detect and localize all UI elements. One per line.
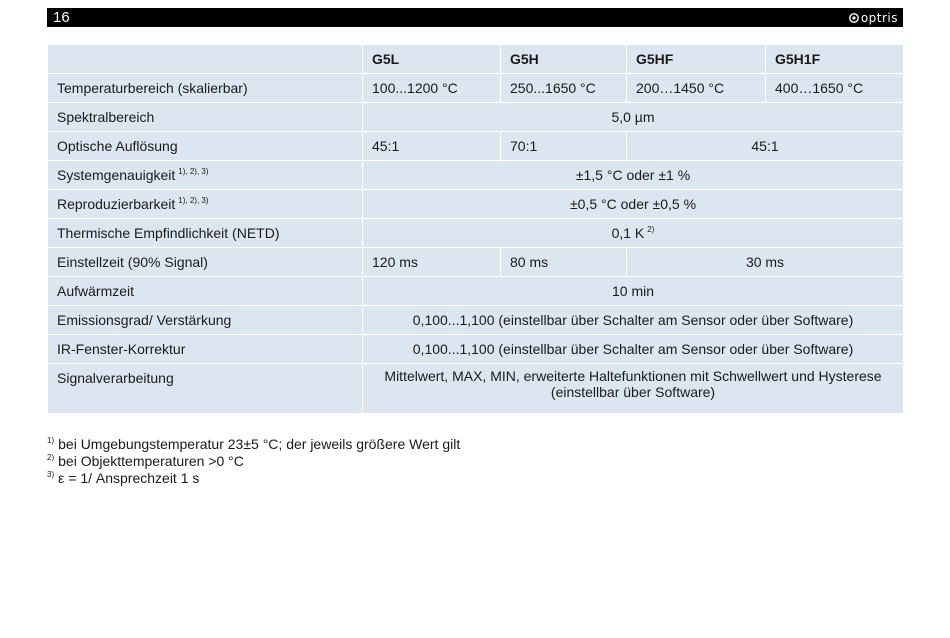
table-cell: 10 min [363, 277, 904, 306]
footnote-text: bei Objekttemperaturen >0 °C [58, 453, 244, 469]
footnote-text: ε = 1/ Ansprechzeit 1 s [58, 470, 200, 486]
row-label: Signalverarbeitung [48, 364, 363, 414]
table-row [48, 161, 904, 190]
table-row [48, 74, 904, 103]
table-row [48, 306, 904, 335]
row-label: Aufwärmzeit [48, 277, 363, 306]
optris-logo-icon [849, 13, 859, 23]
table-cell: 120 ms [363, 248, 501, 277]
table-cell: 45:1 [363, 132, 501, 161]
table-row [48, 277, 904, 306]
footnotes [47, 436, 460, 487]
table-row [48, 132, 904, 161]
footnote-reference: 2) [647, 225, 655, 234]
table-cell: 400…1650 °C [766, 74, 904, 103]
table-cell-with-reference [363, 219, 904, 248]
table-row [48, 103, 904, 132]
header-cell-g5h1f: G5H1F [766, 45, 904, 74]
footnote-item [47, 470, 460, 487]
table-row [48, 335, 904, 364]
page-number: 16 [53, 9, 70, 26]
table-row [48, 364, 904, 414]
table-cell: 200…1450 °C [627, 74, 766, 103]
row-label: IR-Fenster-Korrektur [48, 335, 363, 364]
table-cell: 5,0 µm [363, 103, 904, 132]
table-row [48, 219, 904, 248]
logo-text: optris [860, 10, 898, 25]
table-header-row [48, 45, 904, 74]
table-cell: 45:1 [627, 132, 904, 161]
footnote-marker: 3) [47, 470, 55, 479]
row-label: Emissionsgrad/ Verstärkung [48, 306, 363, 335]
header-cell-g5l: G5L [363, 45, 501, 74]
header-cell-g5hf: G5HF [627, 45, 766, 74]
table-cell: 70:1 [501, 132, 627, 161]
row-label: Spektralbereich [48, 103, 363, 132]
page-header-bar [47, 8, 903, 27]
table-cell: 80 ms [501, 248, 627, 277]
cell-line-1: Mittelwert, MAX, MIN, erweiterte Haltefunktionen mit Schwellwert und Hysterese [384, 368, 882, 384]
table-cell: 250...1650 °C [501, 74, 627, 103]
row-label-cell [48, 161, 363, 190]
row-label: Thermische Empfindlichkeit (NETD) [48, 219, 363, 248]
table-cell: 30 ms [627, 248, 904, 277]
table-cell: 0,100...1,100 (einstellbar über Schalter am Sensor oder über Software) [363, 306, 904, 335]
row-label: Einstellzeit (90% Signal) [48, 248, 363, 277]
table-row [48, 190, 904, 219]
cell-value: 0,1 K [611, 225, 645, 241]
header-cell-g5h: G5H [501, 45, 627, 74]
table-cell-multiline [363, 364, 904, 414]
row-label: Temperaturbereich (skalierbar) [48, 74, 363, 103]
optris-logo [849, 10, 898, 25]
table-cell: 100...1200 °C [363, 74, 501, 103]
header-cell-empty [48, 45, 363, 74]
table-cell: ±0,5 °C oder ±0,5 % [363, 190, 904, 219]
cell-line-2: (einstellbar über Software) [550, 384, 716, 400]
footnote-reference: 1), 2), 3) [178, 196, 209, 205]
specifications-table [47, 44, 904, 414]
row-label-cell [48, 190, 363, 219]
row-label: Optische Auflösung [48, 132, 363, 161]
row-label: Systemgenauigkeit [57, 167, 176, 183]
footnote-item [47, 436, 460, 453]
table-cell: 0,100...1,100 (einstellbar über Schalter am Sensor oder über Software) [363, 335, 904, 364]
row-label: Reproduzierbarkeit [57, 196, 176, 212]
table-row [48, 248, 904, 277]
footnote-item [47, 453, 460, 470]
footnote-marker: 1) [47, 436, 55, 445]
table-cell: ±1,5 °C oder ±1 % [363, 161, 904, 190]
footnote-reference: 1), 2), 3) [178, 167, 209, 176]
footnote-marker: 2) [47, 453, 55, 462]
footnote-text: bei Umgebungstemperatur 23±5 °C; der jeweils größere Wert gilt [58, 436, 461, 452]
